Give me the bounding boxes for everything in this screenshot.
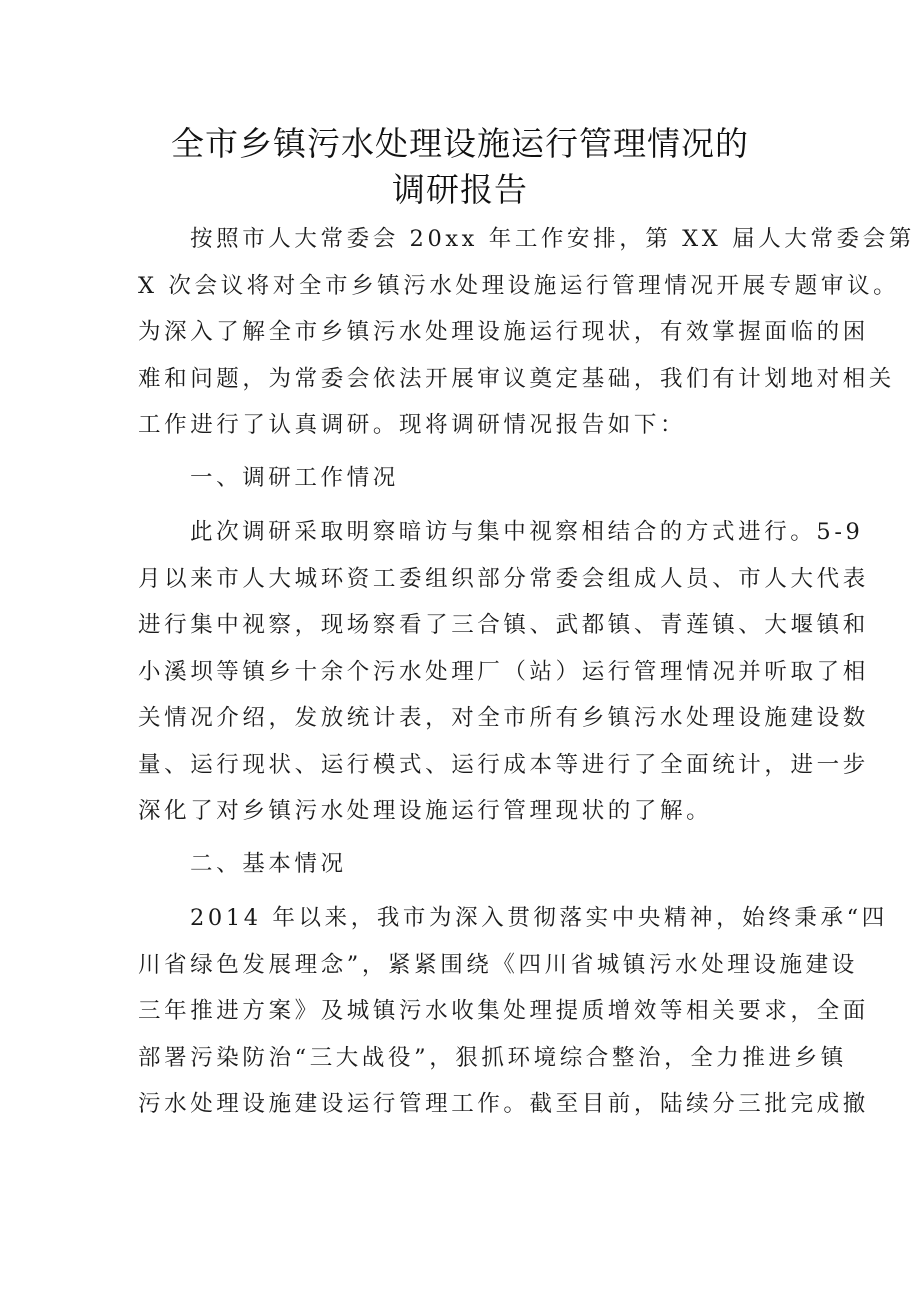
section-1-paragraph [138,509,869,835]
document-title-line-2: 调研报告 [392,170,528,209]
section-2-heading: 二、基本情况 [190,850,347,877]
text-line: 月以来市人大城环资工委组织部分常委会组成人员、市人大代表 [138,565,869,592]
text-line: 进行集中视察，现场察看了三合镇、武都镇、青莲镇、大堰镇和 [138,612,869,638]
text-line: 部署污染防治“三大战役”，狠抓环境综合整治，全力推进乡镇 [138,1044,847,1071]
text-line: 此次调研采取明察暗访与集中视察相结合的方式进行。5-9 [190,519,864,545]
text-line: 工作进行了认真调研。现将调研情况报告如下： [138,412,687,438]
text-line: 为深入了解全市乡镇污水处理设施运行现状，有效掌握面临的困 [138,319,869,345]
text-line: 关情况介绍，发放统计表，对全市所有乡镇污水处理设施建设数 [138,705,869,731]
section-2-paragraph [138,895,888,1128]
text-line: 小溪坝等镇乡十余个污水处理厂（站）运行管理情况并听取了相 [138,658,869,685]
text-line: 2014 年以来，我市为深入贯彻落实中央精神，始终秉承“四 [190,905,888,931]
document-body [138,216,915,1130]
text-line: 深化了对乡镇污水处理设施运行管理现状的了解。 [138,798,713,824]
document-title-line-1: 全市乡镇污水处理设施运行管理情况的 [171,124,749,163]
text-line: 按照市人大常委会 20xx 年工作安排，第 XX 届人大常委会第 [190,226,915,252]
text-line: 污水处理设施建设运行管理工作。截至目前，陆续分三批完成撤 [138,1091,869,1117]
section-1-heading: 一、调研工作情况 [190,464,399,491]
text-line: 量、运行现状、运行模式、运行成本等进行了全面统计，进一步 [138,751,869,778]
intro-paragraph [138,216,915,449]
text-line: X 次会议将对全市乡镇污水处理设施运行管理情况开展专题审议。 [138,272,900,299]
text-line: 三年推进方案》及城镇污水收集处理提质增效等相关要求，全面 [138,998,869,1024]
text-line: 难和问题，为常委会依法开展审议奠定基础，我们有计划地对相关 [138,365,895,392]
text-line: 川省绿色发展理念”，紧紧围绕《四川省城镇污水处理设施建设 [138,951,858,978]
